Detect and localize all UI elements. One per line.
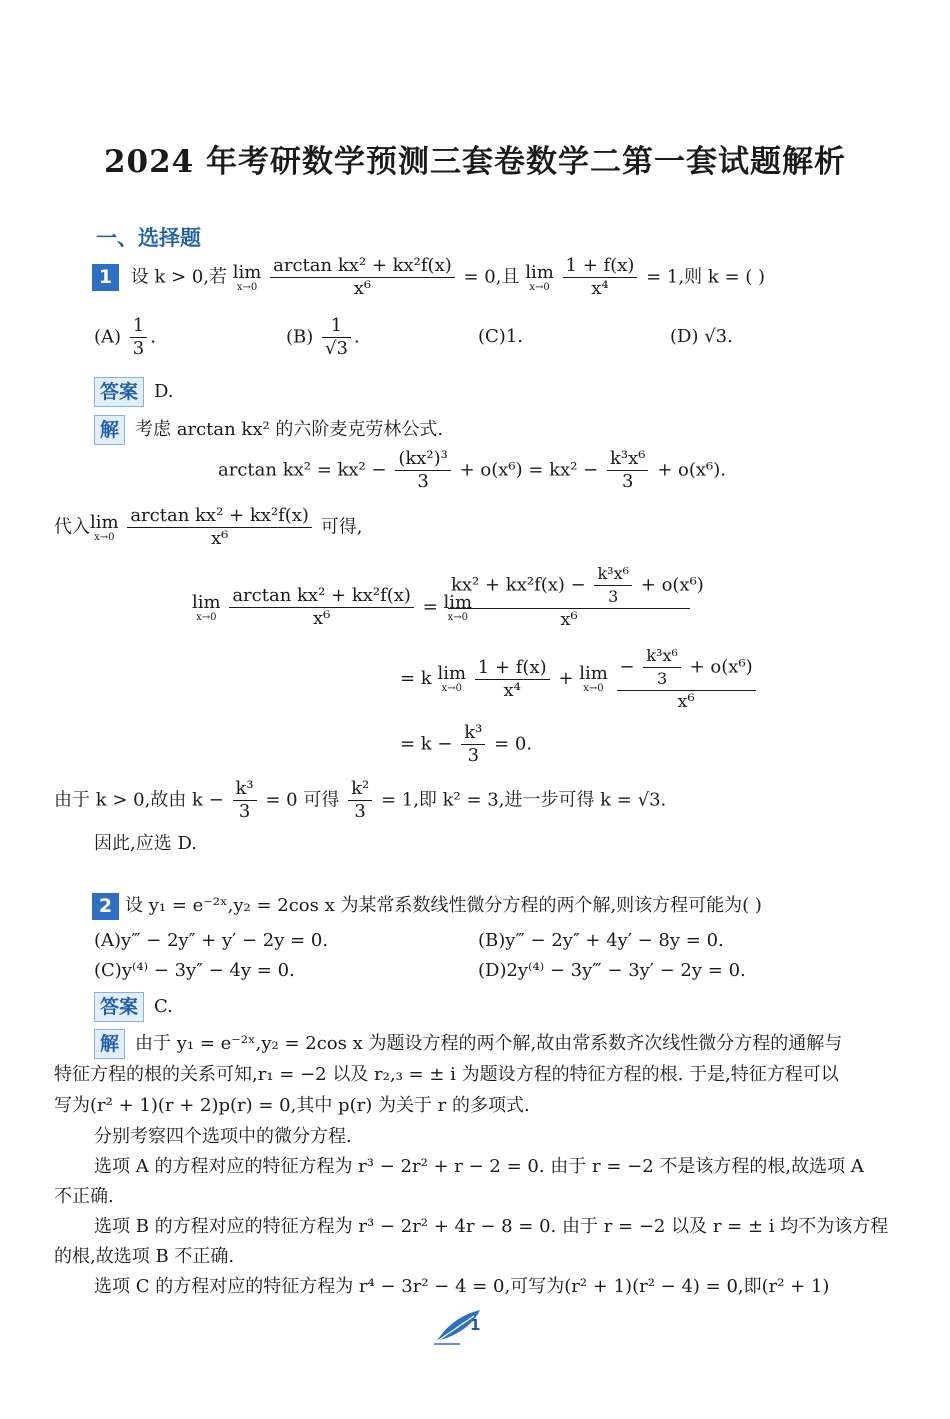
section-heading: 一、选择题	[96, 225, 201, 250]
equation-limit-rhs: kx² + kx²f(x) − $\frac{\text{k³x⁶}}{3}$ + o(x⁶) x⁶	[448, 563, 690, 631]
question-number-badge: 1	[92, 264, 119, 291]
page-number: 1	[470, 1316, 481, 1334]
solution-tag: 解	[94, 415, 125, 445]
option-b: (B)y‴ − 2y″ + 4y′ − 8y = 0.	[478, 930, 724, 951]
equation-split: = k lim x→0 $\frac{1 + f(x)}{\text{x⁴}}$ + lim x→0 − $\frac{\text{k³x⁶}}{3}$ + o(x⁶) x⁶	[400, 645, 759, 713]
solution-paragraph-line: 写为(r² + 1)(r + 2)p(r) = 0,其中 p(r) 为关于 r 的多项式.	[54, 1095, 530, 1116]
option-c: (C)1.	[478, 326, 523, 347]
answer-value: C.	[154, 996, 173, 1017]
fraction: $\frac{1 + f(x)}{\text{x⁴}}$	[563, 255, 638, 300]
option-d: (D) √3.	[670, 326, 733, 347]
equation-maclaurin: arctan kx² = kx² − $\frac{\text{(kx²)³}}{3}$ + o(x⁶) = kx² − $\frac{\text{k³x⁶}}{3}$ + o(x⁶).	[218, 448, 726, 492]
equation-result: = k − $\frac{\text{k³}}{3}$ = 0.	[400, 722, 533, 766]
page-title: 2024 年考研数学预测三套卷数学二第一套试题解析	[103, 144, 847, 180]
option-a: (A)y‴ − 2y″ + y′ − 2y = 0.	[94, 930, 329, 951]
solution-paragraph: 选项 A 的方程对应的特征方程为 r³ − 2r² + r − 2 = 0. 由于 r = −2 不是该方程的根,故选项 A	[94, 1156, 864, 1177]
question-1-stem	[92, 255, 765, 300]
solution-paragraph-line: 不正确.	[54, 1186, 114, 1207]
option-c: (C)y⁽⁴⁾ − 3y″ − 4y = 0.	[94, 960, 295, 981]
answer-tag: 答案	[94, 992, 144, 1022]
solution-paragraph: 选项 C 的方程对应的特征方程为 r⁴ − 3r² − 4 = 0,可写为(r² + 1)(r² − 4) = 0,即(r² + 1)	[94, 1276, 830, 1297]
final-choice: 因此,应选 D.	[94, 833, 197, 854]
page-footer	[430, 1306, 490, 1350]
stem-text: 设 k > 0,若	[130, 266, 228, 288]
option-a: (A) $\frac{1}{3}$ .	[94, 315, 156, 359]
question-number-badge: 2	[92, 893, 119, 920]
solution-intro: 解 考虑 arctan kx² 的六阶麦克劳林公式.	[94, 415, 443, 445]
limit-operator: lim x→0	[232, 261, 262, 293]
limit-operator: lim x→0	[525, 261, 554, 293]
answer-tag: 答案	[94, 377, 144, 407]
solution-tag: 解	[94, 1029, 125, 1059]
option-d: (D)2y⁽⁴⁾ − 3y‴ − 3y′ − 2y = 0.	[478, 960, 746, 981]
solution-paragraph: 分别考察四个选项中的微分方程.	[94, 1126, 352, 1147]
solution-paragraph-line: 特征方程的根的关系可知,r₁ = −2 以及 r₂,₃ = ± i 为题设方程的特征方程的根. 于是,特征方程可以	[54, 1064, 839, 1085]
solution-paragraph-line: 的根,故选项 B 不正确.	[54, 1246, 235, 1267]
conclusion-line: 由于 k > 0,故由 k − $\frac{\text{k³}}{3}$ = 0 可得 $\frac{\text{k²}}{3}$ = 1,即 k² = 3,进一步可得 k = √3.	[54, 778, 667, 822]
option-b: (B) $\frac{1}{√3}$ .	[286, 315, 360, 359]
answer-value: D.	[154, 381, 174, 402]
fraction: $\frac{\text{arctan kx² + kx²f(x)}}{\text{x⁶}}$	[270, 255, 455, 300]
solution-paragraph: 解 由于 y₁ = e⁻²ˣ,y₂ = 2cos x 为题设方程的两个解,故由常系数齐次线性微分方程的通解与	[94, 1029, 842, 1059]
answer-line	[94, 377, 174, 407]
stem-text: = 0,且	[463, 266, 520, 288]
question-2-stem: 2 设 y₁ = e⁻²ˣ,y₂ = 2cos x 为某常系数线性微分方程的两个解,则该方程可能为( )	[92, 891, 762, 921]
substitution-line: 代入 lim x→0 $\frac{\text{arctan kx² + kx²f(x)}}{\text{x⁶}}$ 可得,	[54, 505, 363, 549]
stem-text: = 1,则 k = ( )	[646, 266, 766, 288]
feather-icon	[430, 1306, 490, 1346]
equation-limit-lhs: lim x→0 $\frac{\text{arctan kx² + kx²f(x)}}{\text{x⁶}}$ = lim x→0	[192, 585, 473, 629]
solution-paragraph: 选项 B 的方程对应的特征方程为 r³ − 2r² + 4r − 8 = 0. 由于 r = −2 以及 r = ± i 均不为该方程	[94, 1216, 889, 1237]
answer-line	[94, 992, 173, 1022]
